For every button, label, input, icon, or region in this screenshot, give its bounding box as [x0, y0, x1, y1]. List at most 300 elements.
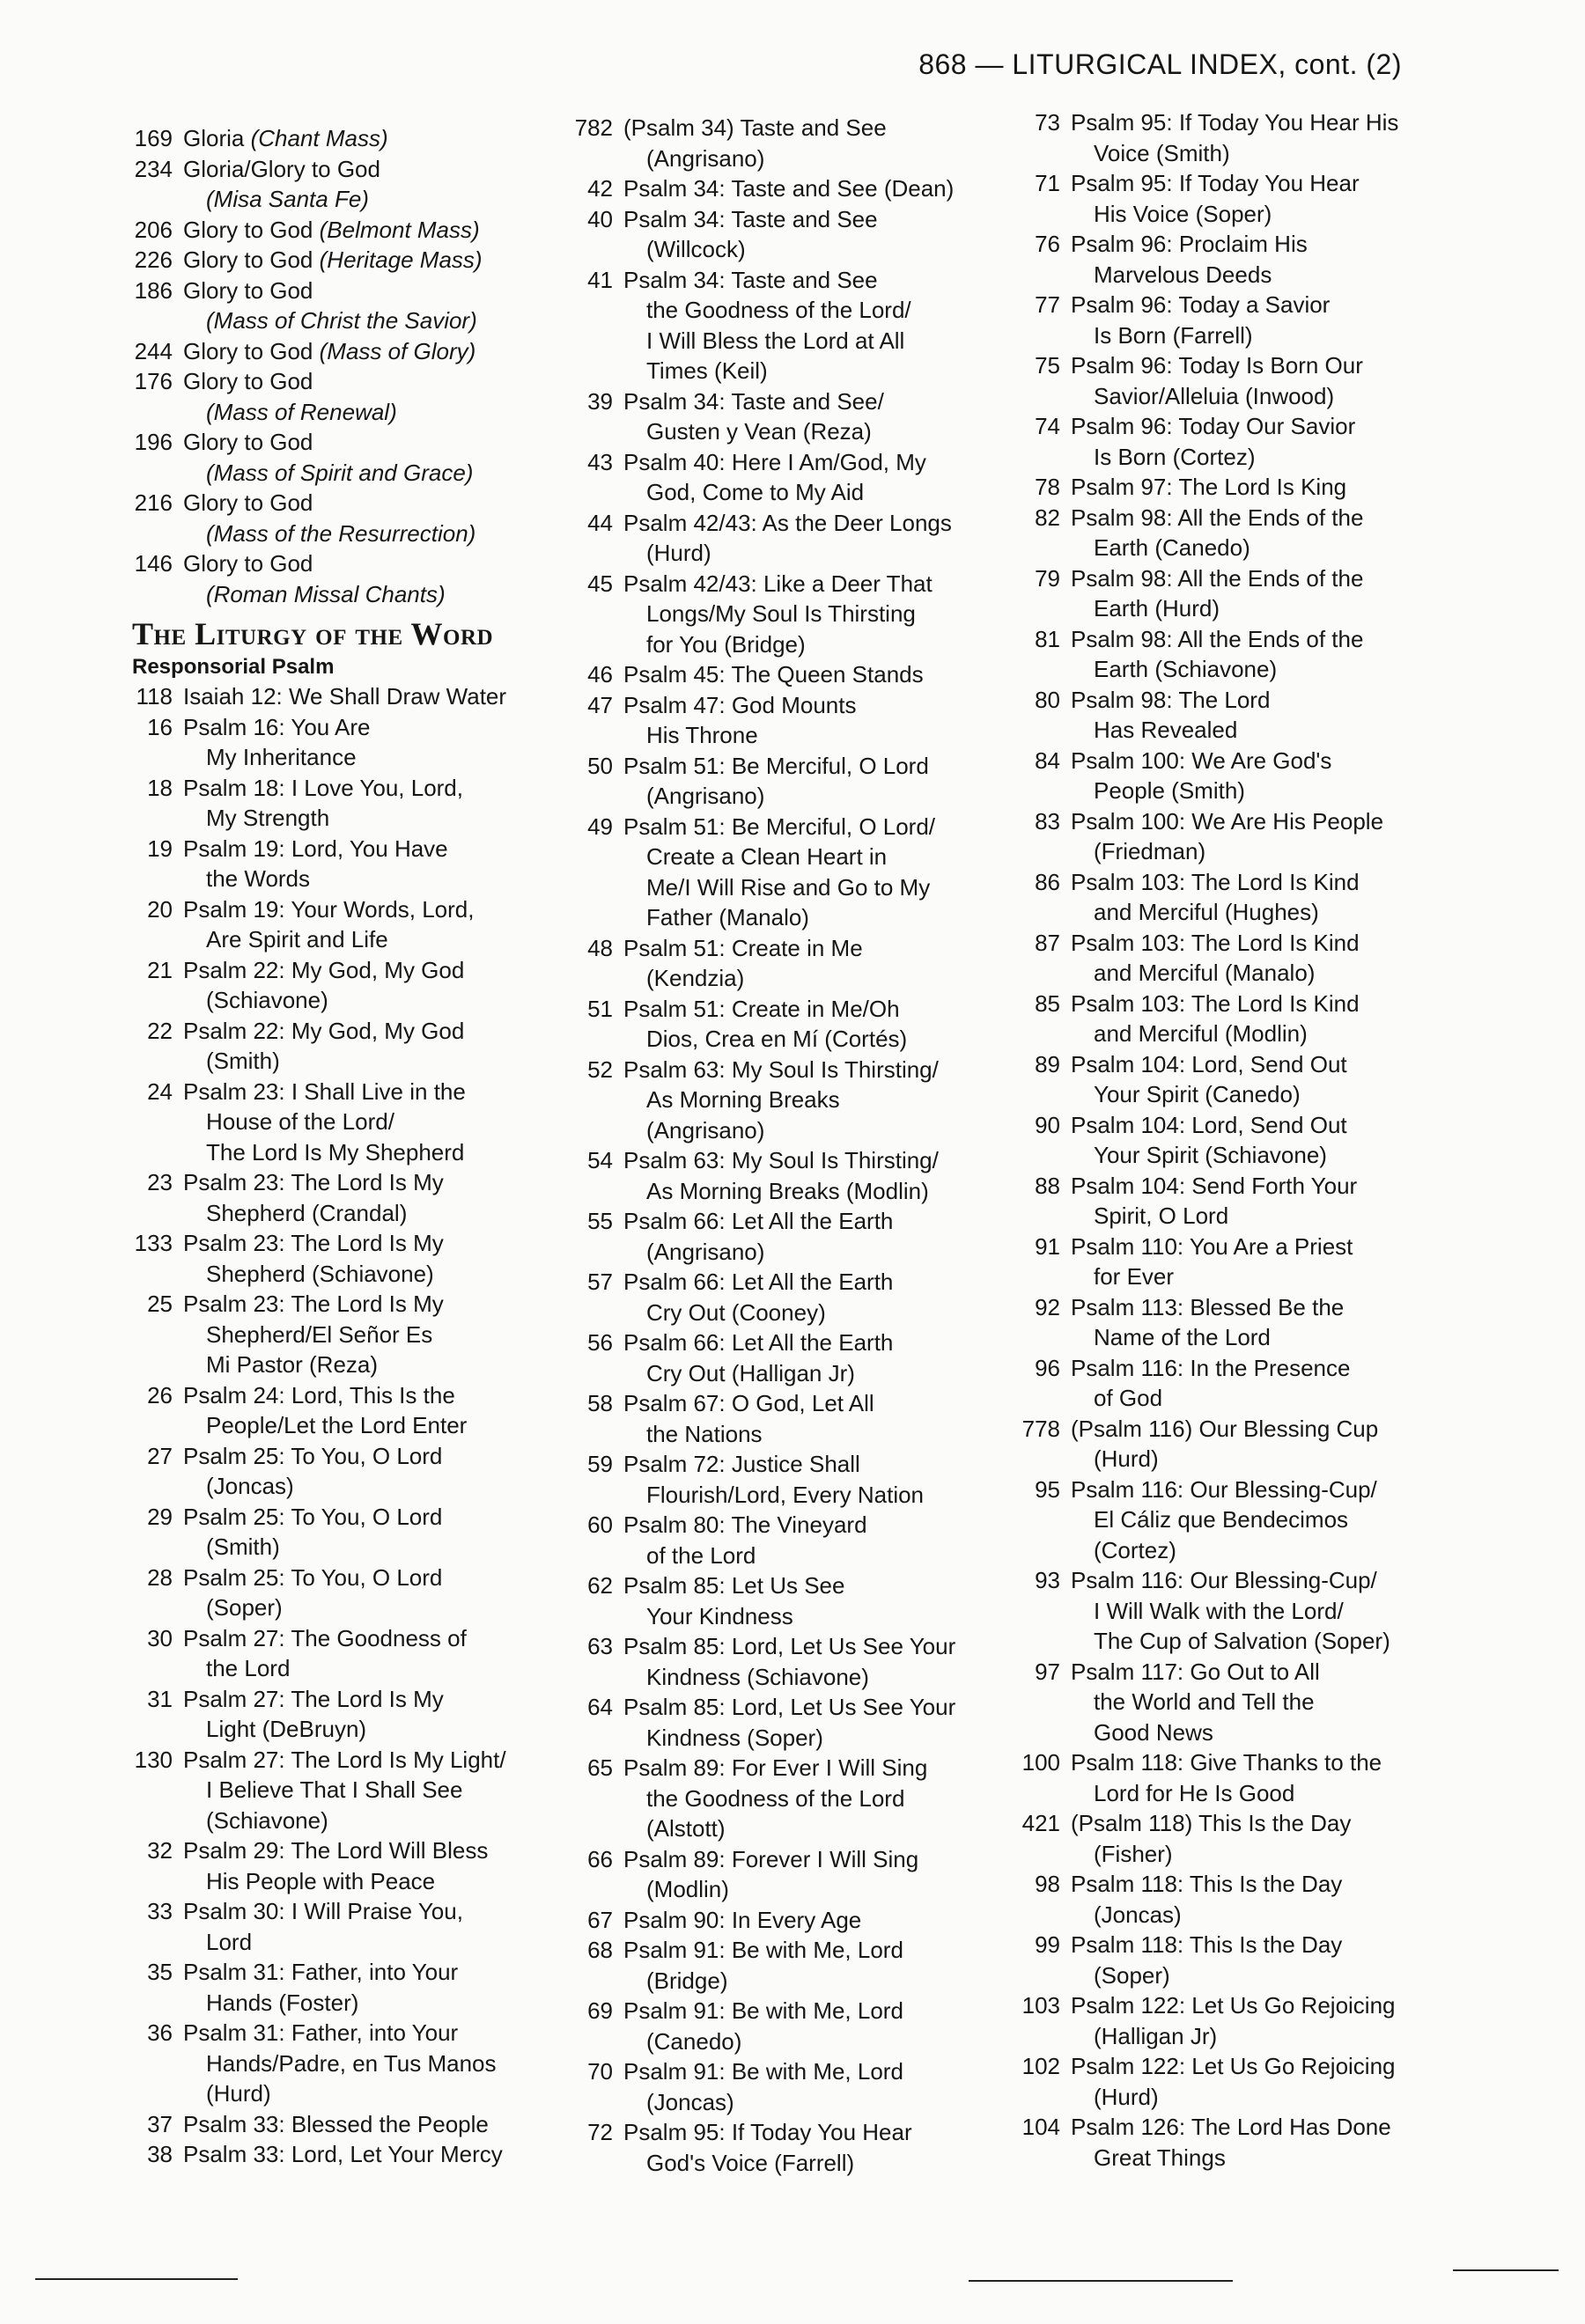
entry-title-line: Psalm 33: Lord, Let Your Mercy	[183, 2141, 503, 2167]
index-entry	[1020, 928, 1434, 989]
entry-title	[623, 751, 1013, 812]
index-entry	[1020, 989, 1434, 1049]
entry-number: 186	[134, 276, 173, 304]
entry-title-line: Psalm 103: The Lord Is Kind	[1071, 868, 1360, 895]
index-entry	[572, 113, 1013, 173]
entry-title-line	[183, 245, 555, 276]
mass-name: (Heritage Mass)	[313, 246, 483, 273]
index-entry	[572, 1996, 1013, 2056]
entry-number: 57	[587, 1269, 613, 1295]
entry-title-line: Psalm 91: Be with Me, Lord	[623, 1997, 903, 2024]
entry-number: 56	[587, 1329, 613, 1356]
entry-title	[623, 812, 1013, 933]
entry-title	[623, 1631, 1013, 1692]
index-entry	[572, 1844, 1013, 1905]
entry-title-line: Psalm 29: The Lord Will Bless	[183, 1837, 489, 1864]
entry-number: 206	[134, 216, 173, 243]
entry-number: 146	[134, 550, 173, 577]
index-entry	[132, 955, 555, 1016]
index-entry	[132, 1835, 555, 1896]
entry-title-line: for Ever	[1094, 1263, 1175, 1290]
entry-title-line: People/Let the Lord Enter	[206, 1412, 468, 1438]
entry-title	[183, 1016, 555, 1077]
gloria-list	[132, 123, 555, 609]
entry-title-line: Great Things	[1094, 2144, 1226, 2171]
entry-title	[183, 366, 555, 427]
entry-number: 54	[587, 1147, 613, 1173]
entry-title-line: Your Spirit (Canedo)	[1094, 1081, 1301, 1107]
entry-title-line: Earth (Canedo)	[1094, 534, 1250, 561]
index-entry	[572, 265, 1013, 386]
entry-title-line: I Will Walk with the Lord/	[1094, 1597, 1344, 1624]
entry-number: 63	[587, 1633, 613, 1659]
entry-title-line: Psalm 30: I Will Praise You,	[183, 1898, 463, 1924]
index-entry	[132, 1957, 555, 2018]
entry-title-line: Light (DeBruyn)	[206, 1716, 367, 1742]
entry-title-line: Spirit, O Lord	[1094, 1202, 1229, 1229]
entry-title-line: Father (Manalo)	[646, 904, 809, 930]
entry-title	[1071, 685, 1434, 746]
entry-title-line: Good News	[1094, 1718, 1213, 1746]
index-entry	[1020, 867, 1434, 928]
entry-number: 133	[134, 1230, 173, 1256]
entry-title-line: Times (Keil)	[646, 357, 768, 384]
entry-title	[623, 1996, 1013, 2056]
index-entry	[132, 1380, 555, 1441]
index-entry	[572, 812, 1013, 933]
entry-title-line: (Hurd)	[206, 2080, 271, 2107]
entry-number: 75	[1035, 352, 1060, 379]
entry-title-line: Mi Pastor (Reza)	[206, 1351, 379, 1378]
entry-title	[1071, 503, 1434, 563]
entry-title-part: Glory to God	[183, 246, 313, 273]
index-entry	[1020, 1747, 1434, 1808]
entry-title-line: Psalm 95: If Today You Hear His	[1071, 109, 1399, 136]
entry-title	[623, 113, 1013, 173]
entry-title	[623, 933, 1013, 994]
index-entry	[572, 1935, 1013, 1996]
entry-number: 82	[1035, 504, 1060, 531]
entry-number: 58	[587, 1390, 613, 1416]
entry-title-line: Psalm 95: If Today You Hear	[1071, 170, 1360, 196]
entry-number: 68	[587, 1937, 613, 1963]
entry-title	[1071, 867, 1434, 928]
entry-title-line: Gusten y Vean (Reza)	[646, 418, 872, 445]
entry-title-line: (Roman Missal Chants)	[206, 580, 446, 607]
entry-number: 59	[587, 1451, 613, 1477]
entry-title-line: Psalm 31: Father, into Your	[183, 2019, 459, 2046]
entry-title-line: Psalm 34: Taste and See	[623, 205, 878, 232]
entry-title-line: of God	[1094, 1385, 1163, 1411]
entry-title-line: Psalm 45: The Queen Stands	[623, 661, 924, 688]
entry-title	[623, 265, 1013, 386]
entry-title	[1071, 1414, 1434, 1475]
index-entry	[132, 1077, 555, 1168]
entry-title-line: My Strength	[206, 805, 330, 831]
entry-title-line: (Joncas)	[1094, 1901, 1182, 1928]
entry-title	[1071, 1292, 1434, 1353]
entry-number: 91	[1035, 1232, 1060, 1260]
entry-title-line: Glory to God	[183, 489, 313, 516]
index-entry	[1020, 290, 1434, 350]
index-entry	[572, 1327, 1013, 1388]
index-entry	[132, 488, 555, 548]
entry-title-line: Psalm 27: The Lord Is My	[183, 1685, 444, 1712]
entry-title-line: Psalm 27: The Goodness of	[183, 1624, 467, 1651]
index-entry	[572, 173, 1013, 204]
entry-title-line: Psalm 96: Proclaim His	[1071, 231, 1308, 257]
index-entry	[572, 690, 1013, 751]
entry-title	[623, 1844, 1013, 1905]
entry-title-line: (Angrisano)	[646, 1238, 765, 1265]
index-entry	[132, 712, 555, 773]
entry-title	[1071, 229, 1434, 290]
index-entry	[132, 276, 555, 336]
entry-title-line: Psalm 47: God Mounts	[623, 691, 857, 718]
entry-number: 36	[147, 2019, 173, 2046]
entry-title-line: Glory to God	[183, 550, 313, 577]
entry-title-line: Psalm 34: Taste and See/	[623, 387, 884, 415]
entry-title	[1071, 411, 1434, 472]
entry-number: 74	[1035, 413, 1060, 439]
entry-title	[183, 1077, 555, 1168]
index-entry	[1020, 624, 1434, 685]
entry-title-line: Lord	[206, 1928, 253, 1955]
index-entry	[572, 1145, 1013, 1206]
entry-title-line: Hands/Padre, en Tus Manos	[206, 2049, 497, 2077]
footer-rule-middle	[969, 2280, 1233, 2282]
entry-title-line: (Modlin)	[646, 1876, 729, 1902]
entry-title-line: Lord for He Is Good	[1094, 1779, 1295, 1806]
entry-title	[183, 245, 555, 276]
index-entry	[1020, 806, 1434, 867]
entry-title-line: Psalm 85: Lord, Let Us See Your	[623, 1633, 956, 1659]
entry-number: 50	[587, 752, 613, 779]
index-entry	[132, 1745, 555, 1836]
entry-title-line: Psalm 100: We Are God's	[1071, 746, 1332, 774]
index-entry	[1020, 1869, 1434, 1930]
entry-title	[623, 1145, 1013, 1206]
entry-title	[623, 1692, 1013, 1753]
entry-title	[623, 1388, 1013, 1449]
mass-name: (Mass of Glory)	[313, 337, 476, 364]
entry-title-line: Dios, Crea en Mí (Cortés)	[646, 1026, 908, 1052]
entry-title-line: His Voice (Soper)	[1094, 200, 1272, 227]
entry-number: 62	[587, 1572, 613, 1599]
index-entry	[132, 681, 555, 712]
index-entry	[572, 204, 1013, 265]
entry-number: 176	[134, 368, 173, 394]
entry-number: 89	[1035, 1050, 1060, 1077]
entry-title-line: Psalm 89: For Ever I Will Sing	[623, 1754, 928, 1781]
index-column-2	[572, 113, 1013, 2178]
entry-title-line: Psalm 80: The Vineyard	[623, 1511, 867, 1538]
psalm-list-1	[132, 681, 555, 2170]
entry-number: 102	[1021, 2053, 1060, 2079]
entry-number: 99	[1035, 1931, 1060, 1958]
page-title: LITURGICAL INDEX, cont. (2)	[1012, 48, 1402, 80]
entry-number: 83	[1035, 807, 1060, 835]
entry-title-line: (Friedman)	[1094, 838, 1206, 864]
entry-number: 37	[147, 2110, 173, 2137]
entry-title-line: Psalm 116: Our Blessing-Cup/	[1071, 1567, 1377, 1593]
entry-title	[183, 1835, 555, 1896]
index-entry	[1020, 1353, 1434, 1414]
entry-title-line: I Will Bless the Lord at All	[646, 327, 905, 354]
entry-title	[623, 659, 1013, 690]
entry-title-line: Psalm 16: You Are	[183, 713, 371, 740]
entry-title-line: (Psalm 34) Taste and See	[623, 114, 887, 141]
index-column-1	[132, 123, 555, 2170]
entry-number: 41	[587, 266, 613, 293]
entry-number: 46	[587, 661, 613, 688]
entry-title-line: (Willcock)	[646, 236, 746, 262]
entry-title-line: Psalm 100: We Are His People	[1071, 807, 1384, 835]
entry-title-line: (Bridge)	[646, 1967, 728, 1994]
entry-title-line: Has Revealed	[1094, 717, 1238, 743]
entry-title-line: (Mass of Renewal)	[206, 398, 397, 425]
entry-title-line: and Merciful (Modlin)	[1094, 1020, 1308, 1047]
entry-title-line: Psalm 18: I Love You, Lord,	[183, 774, 463, 801]
entry-title	[183, 1623, 555, 1684]
entry-number: 234	[134, 155, 173, 182]
entry-title	[1071, 1808, 1434, 1869]
entry-title-line: Psalm 122: Let Us Go Rejoicing	[1071, 1992, 1396, 2019]
section-title: The Liturgy of the Word	[132, 616, 494, 651]
entry-title-line: God's Voice (Farrell)	[646, 2149, 855, 2176]
entry-title-line: Psalm 118: This Is the Day	[1071, 1871, 1343, 1897]
entry-title	[183, 1441, 555, 1502]
index-entry	[572, 1510, 1013, 1570]
entry-title-line: Psalm 72: Justice Shall	[623, 1451, 860, 1477]
entry-number: 97	[1035, 1658, 1060, 1685]
entry-number: 66	[587, 1845, 613, 1872]
entry-number: 42	[587, 175, 613, 202]
entry-title-line: Psalm 51: Be Merciful, O Lord	[623, 752, 929, 779]
entry-title-line: (Mass of Christ the Savior)	[206, 307, 477, 334]
index-entry	[572, 1631, 1013, 1692]
entry-title-line: Psalm 19: Your Words, Lord,	[183, 895, 475, 923]
entry-title-line: Marvelous Deeds	[1094, 261, 1272, 288]
index-entry	[572, 1388, 1013, 1449]
entry-title-line: Shepherd/El Señor Es	[206, 1320, 433, 1348]
entry-number: 86	[1035, 868, 1060, 895]
entry-title-line: Psalm 96: Today a Savior	[1071, 291, 1331, 318]
entry-title-line: Name of the Lord	[1094, 1324, 1271, 1350]
entry-title	[1071, 1475, 1434, 1566]
index-entry	[132, 1167, 555, 1228]
index-entry	[1020, 229, 1434, 290]
entry-title-line: Psalm 110: You Are a Priest	[1071, 1232, 1353, 1260]
entry-title	[623, 1935, 1013, 1996]
entry-title	[1071, 563, 1434, 624]
entry-number: 98	[1035, 1871, 1060, 1897]
entry-title	[183, 2018, 555, 2109]
entry-title-line: Your Spirit (Schiavone)	[1094, 1142, 1327, 1168]
index-entry	[132, 1896, 555, 1957]
entry-title	[183, 1957, 555, 2018]
entry-title	[183, 2109, 555, 2140]
index-entry	[1020, 2112, 1434, 2173]
entry-title-line: Kindness (Soper)	[646, 1724, 823, 1751]
entry-number: 782	[574, 114, 613, 141]
entry-title-line: Psalm 67: O God, Let All	[623, 1390, 874, 1416]
index-entry	[1020, 1232, 1434, 1292]
entry-title-line: Me/I Will Rise and Go to My	[646, 873, 931, 901]
index-entry	[1020, 1110, 1434, 1171]
entry-title-line: Psalm 103: The Lord Is Kind	[1071, 929, 1360, 956]
entry-number: 95	[1035, 1475, 1060, 1503]
entry-title-line: Isaiah 12: We Shall Draw Water	[183, 683, 507, 710]
index-entry	[132, 245, 555, 276]
entry-title-line: Psalm 31: Father, into Your	[183, 1959, 459, 1985]
entry-number: 92	[1035, 1293, 1060, 1320]
entry-title	[1071, 1747, 1434, 1808]
entry-number: 28	[147, 1563, 173, 1591]
entry-number: 18	[147, 774, 173, 801]
entry-number: 24	[147, 1077, 173, 1105]
entry-title	[1071, 989, 1434, 1049]
entry-title-line: the Lord	[206, 1655, 291, 1681]
entry-number: 48	[587, 934, 613, 961]
entry-title-line: As Morning Breaks	[646, 1086, 840, 1113]
entry-title-line: Psalm 96: Today Our Savior	[1071, 413, 1356, 439]
entry-title-line: Earth (Hurd)	[1094, 595, 1220, 621]
index-entry	[1020, 1657, 1434, 1748]
entry-number: 27	[147, 1442, 173, 1469]
entry-title-line: the World and Tell the	[1094, 1688, 1315, 1715]
entry-title	[1071, 2051, 1434, 2112]
index-entry	[1020, 1808, 1434, 1869]
entry-number: 26	[147, 1381, 173, 1408]
index-entry	[572, 569, 1013, 660]
entry-title	[623, 1449, 1013, 1510]
entry-number: 65	[587, 1754, 613, 1781]
entry-title-line: (Angrisano)	[646, 1116, 765, 1144]
entry-title-line: (Schiavone)	[206, 1806, 328, 1834]
entry-title	[1071, 350, 1434, 411]
entry-number: 25	[147, 1291, 173, 1317]
entry-title-line: Psalm 66: Let All the Earth	[623, 1208, 894, 1234]
entry-title-line: Psalm 91: Be with Me, Lord	[623, 1937, 903, 1963]
index-entry	[1020, 1171, 1434, 1232]
entry-title-line: The Lord Is My Shepherd	[206, 1138, 465, 1166]
entry-title-line: Psalm 51: Create in Me/Oh	[623, 995, 900, 1022]
psalm-list-3	[1020, 107, 1434, 2173]
entry-number: 51	[587, 995, 613, 1022]
index-entry	[1020, 168, 1434, 229]
entry-number: 44	[587, 509, 613, 536]
entry-title-line: (Psalm 116) Our Blessing Cup	[1071, 1415, 1379, 1442]
entry-title-line: Psalm 90: In Every Age	[623, 1906, 862, 1933]
index-entry	[132, 1228, 555, 1289]
index-entry	[1020, 1930, 1434, 1990]
index-entry	[572, 1753, 1013, 1844]
index-entry	[132, 2109, 555, 2140]
entry-title-part: Glory to God	[183, 216, 313, 243]
entry-title-line: of the Lord	[646, 1541, 756, 1569]
entry-number: 72	[587, 2119, 613, 2145]
entry-title-line: (Cortez)	[1094, 1536, 1176, 1563]
entry-title	[623, 508, 1013, 569]
entry-number: 43	[587, 448, 613, 475]
index-entry	[1020, 411, 1434, 472]
entry-title	[1071, 107, 1434, 168]
index-entry	[1020, 1049, 1434, 1110]
entry-number: 421	[1021, 1810, 1060, 1836]
section-subtitle: Responsorial Psalm	[132, 655, 335, 679]
entry-number: 77	[1035, 291, 1060, 318]
index-entry	[572, 994, 1013, 1055]
entry-title	[183, 1228, 555, 1289]
entry-title	[1071, 1565, 1434, 1657]
entry-title-line	[183, 123, 555, 154]
index-entry	[572, 1692, 1013, 1753]
entry-title-line: and Merciful (Manalo)	[1094, 960, 1316, 986]
entry-title-line: People (Smith)	[1094, 777, 1245, 804]
entry-number: 22	[147, 1017, 173, 1044]
entry-number: 30	[147, 1624, 173, 1651]
entry-title	[183, 955, 555, 1016]
entry-title	[1071, 1232, 1434, 1292]
entry-number: 39	[587, 387, 613, 415]
index-entry	[572, 1570, 1013, 1631]
entry-title	[183, 834, 555, 894]
index-entry	[572, 1267, 1013, 1327]
entry-title-line: Is Born (Farrell)	[1094, 321, 1253, 349]
entry-title-line: Psalm 95: If Today You Hear	[623, 2119, 912, 2145]
entry-title-line: Psalm 66: Let All the Earth	[623, 1329, 894, 1356]
entry-title-line: Psalm 98: All the Ends of the	[1071, 564, 1364, 592]
entry-number: 88	[1035, 1172, 1060, 1199]
entry-title-line: (Hurd)	[1094, 1445, 1159, 1472]
entry-title	[623, 386, 1013, 447]
entry-title-line: Psalm 40: Here I Am/God, My	[623, 448, 926, 475]
index-entry	[132, 1289, 555, 1380]
entry-title-line: Longs/My Soul Is Thirsting	[646, 600, 916, 627]
index-entry	[572, 933, 1013, 994]
entry-title	[623, 1055, 1013, 1146]
entry-title-line: Psalm 42/43: Like a Deer That	[623, 570, 933, 597]
entry-title-line: the Words	[206, 865, 311, 892]
entry-title	[183, 427, 555, 488]
index-entry	[1020, 1292, 1434, 1353]
entry-title-line: (Angrisano)	[646, 783, 765, 809]
entry-title-line: Psalm 126: The Lord Has Done	[1071, 2114, 1391, 2140]
entry-title-line: Hands (Foster)	[206, 1989, 359, 2016]
entry-number: 100	[1021, 1749, 1060, 1776]
entry-title	[183, 1745, 555, 1836]
entry-title	[183, 548, 555, 609]
entry-number: 69	[587, 1997, 613, 2024]
entry-number: 79	[1035, 564, 1060, 592]
entry-number: 71	[1035, 170, 1060, 196]
index-entry	[572, 2056, 1013, 2117]
footer-rule-right	[1453, 2269, 1559, 2271]
entry-title	[1071, 1110, 1434, 1171]
entry-title-line: Psalm 25: To You, O Lord	[183, 1442, 443, 1469]
entry-title	[1071, 472, 1434, 503]
entry-title	[1071, 290, 1434, 350]
entry-title-line: (Mass of Spirit and Grace)	[206, 459, 474, 486]
entry-title	[623, 1753, 1013, 1844]
entry-title	[623, 569, 1013, 660]
entry-title-line: The Cup of Salvation (Soper)	[1094, 1628, 1390, 1654]
mass-name: (Belmont Mass)	[313, 216, 480, 243]
entry-number: 81	[1035, 625, 1060, 652]
entry-title-line: Psalm 24: Lord, This Is the	[183, 1381, 455, 1408]
entry-title	[623, 1570, 1013, 1631]
